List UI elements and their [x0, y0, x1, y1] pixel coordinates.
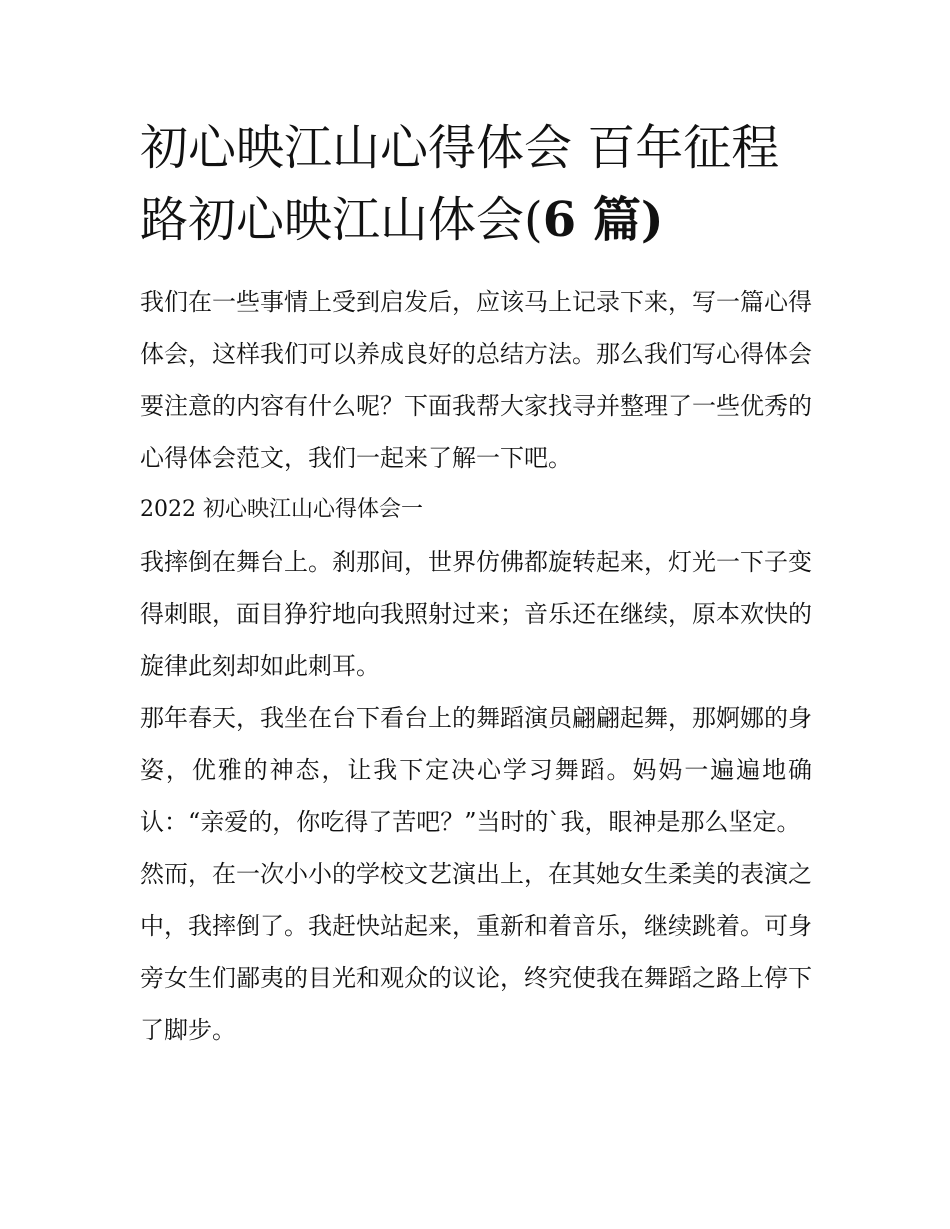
body-paragraph: 那年春天，我坐在台下看台上的舞蹈演员翩翩起舞，那婀娜的身姿，优雅的神态，让我下定决心学习舞蹈。妈妈一遍遍地确认：“亲爱的，你吃得了苦吧？”当时的`我，眼神是那么坚定。 — [140, 704, 812, 836]
document-content — [140, 112, 812, 1056]
section-heading: 2022 初心映江山心得体会一 — [140, 497, 423, 522]
title-text-part2: 篇) — [576, 192, 664, 248]
intro-paragraph: 我们在一些事情上受到启发后，应该马上记录下来，写一篇心得体会，这样我们可以养成良好的总结方法。那么我们写心得体会要注意的内容有什么呢？下面我帮大家找寻并整理了一些优秀的心得体会范文，我们一起来了解一下吧。 — [140, 288, 812, 472]
title-text-part1: 初心映江山心得体会 百年征程路初心映江山体会( — [140, 120, 780, 248]
title-number: 6 — [542, 192, 577, 248]
body-paragraph: 然而，在一次小小的学校文艺演出上，在其她女生柔美的表演之中，我摔倒了。我赶快站起来，重新和着音乐，继续跳着。可身旁女生们鄙夷的目光和观众的议论，终究使我在舞蹈之路上停下了脚步。 — [140, 860, 812, 1044]
document-title — [140, 112, 812, 256]
body-paragraph: 我摔倒在舞台上。刹那间，世界仿佛都旋转起来，灯光一下子变得刺眼，面目狰狞地向我照射过来；音乐还在继续，原本欢快的旋律此刻却如此刺耳。 — [140, 548, 812, 680]
